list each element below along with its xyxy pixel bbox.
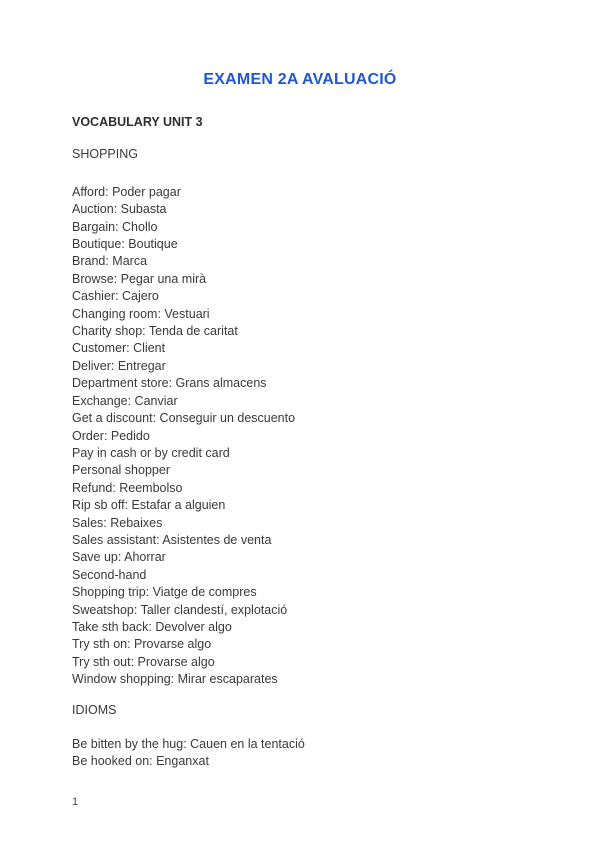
vocab-topic-heading: SHOPPING	[72, 147, 138, 162]
vocab-entry: Boutique: Boutique	[72, 237, 178, 252]
idiom-entry: Be hooked on: Enganxat	[72, 754, 209, 769]
vocab-entry: Sweatshop: Taller clandestí, explotació	[72, 602, 288, 617]
vocab-entry: Brand: Marca	[72, 254, 148, 269]
vocab-entry: Take sth back: Devolver algo	[72, 619, 232, 634]
vocab-entry: Save up: Ahorrar	[72, 550, 166, 565]
vocab-entry: Exchange: Canviar	[72, 393, 178, 408]
vocab-entry: Cashier: Cajero	[72, 289, 159, 304]
vocab-entry: Browse: Pegar una mirà	[72, 271, 207, 286]
vocab-entry: Order: Pedido	[72, 428, 150, 443]
vocab-list	[72, 184, 528, 689]
page-number: 1	[72, 795, 79, 808]
vocab-entry: Get a discount: Conseguir un descuento	[72, 411, 296, 426]
vocab-entry: Afford: Poder pagar	[72, 184, 181, 199]
vocab-entry: Department store: Grans almacens	[72, 376, 267, 391]
vocab-section-heading: VOCABULARY UNIT 3	[72, 115, 203, 129]
vocab-entry: Window shopping: Mirar escaparates	[72, 672, 278, 687]
vocab-entry: Deliver: Entregar	[72, 358, 166, 373]
vocab-entry: Pay in cash or by credit card	[72, 445, 230, 460]
idioms-heading: IDIOMS	[72, 702, 117, 717]
vocab-entry: Try sth on: Provarse algo	[72, 637, 212, 652]
vocab-entry: Rip sb off: Estafar a alguien	[72, 498, 226, 513]
vocab-entry: Auction: Subasta	[72, 202, 167, 217]
vocab-entry: Second-hand	[72, 567, 147, 582]
idiom-entry: Be bitten by the hug: Cauen en la tentació	[72, 737, 305, 751]
vocab-entry: Sales assistant: Asistentes de venta	[72, 532, 272, 547]
vocab-entry: Try sth out: Provarse algo	[72, 654, 215, 669]
document-title: EXAMEN 2A AVALUACIÓ	[203, 71, 397, 88]
vocab-entry: Personal shopper	[72, 463, 170, 478]
vocab-entry: Sales: Rebaixes	[72, 515, 163, 530]
vocab-entry: Charity shop: Tenda de caritat	[72, 324, 238, 339]
vocab-entry: Shopping trip: Viatge de compres	[72, 585, 257, 600]
vocab-entry: Refund: Reembolso	[72, 480, 183, 495]
vocab-entry: Changing room: Vestuari	[72, 306, 210, 321]
vocab-entry: Bargain: Chollo	[72, 219, 158, 234]
vocab-entry: Customer: Client	[72, 341, 166, 356]
idioms-list	[72, 736, 528, 771]
